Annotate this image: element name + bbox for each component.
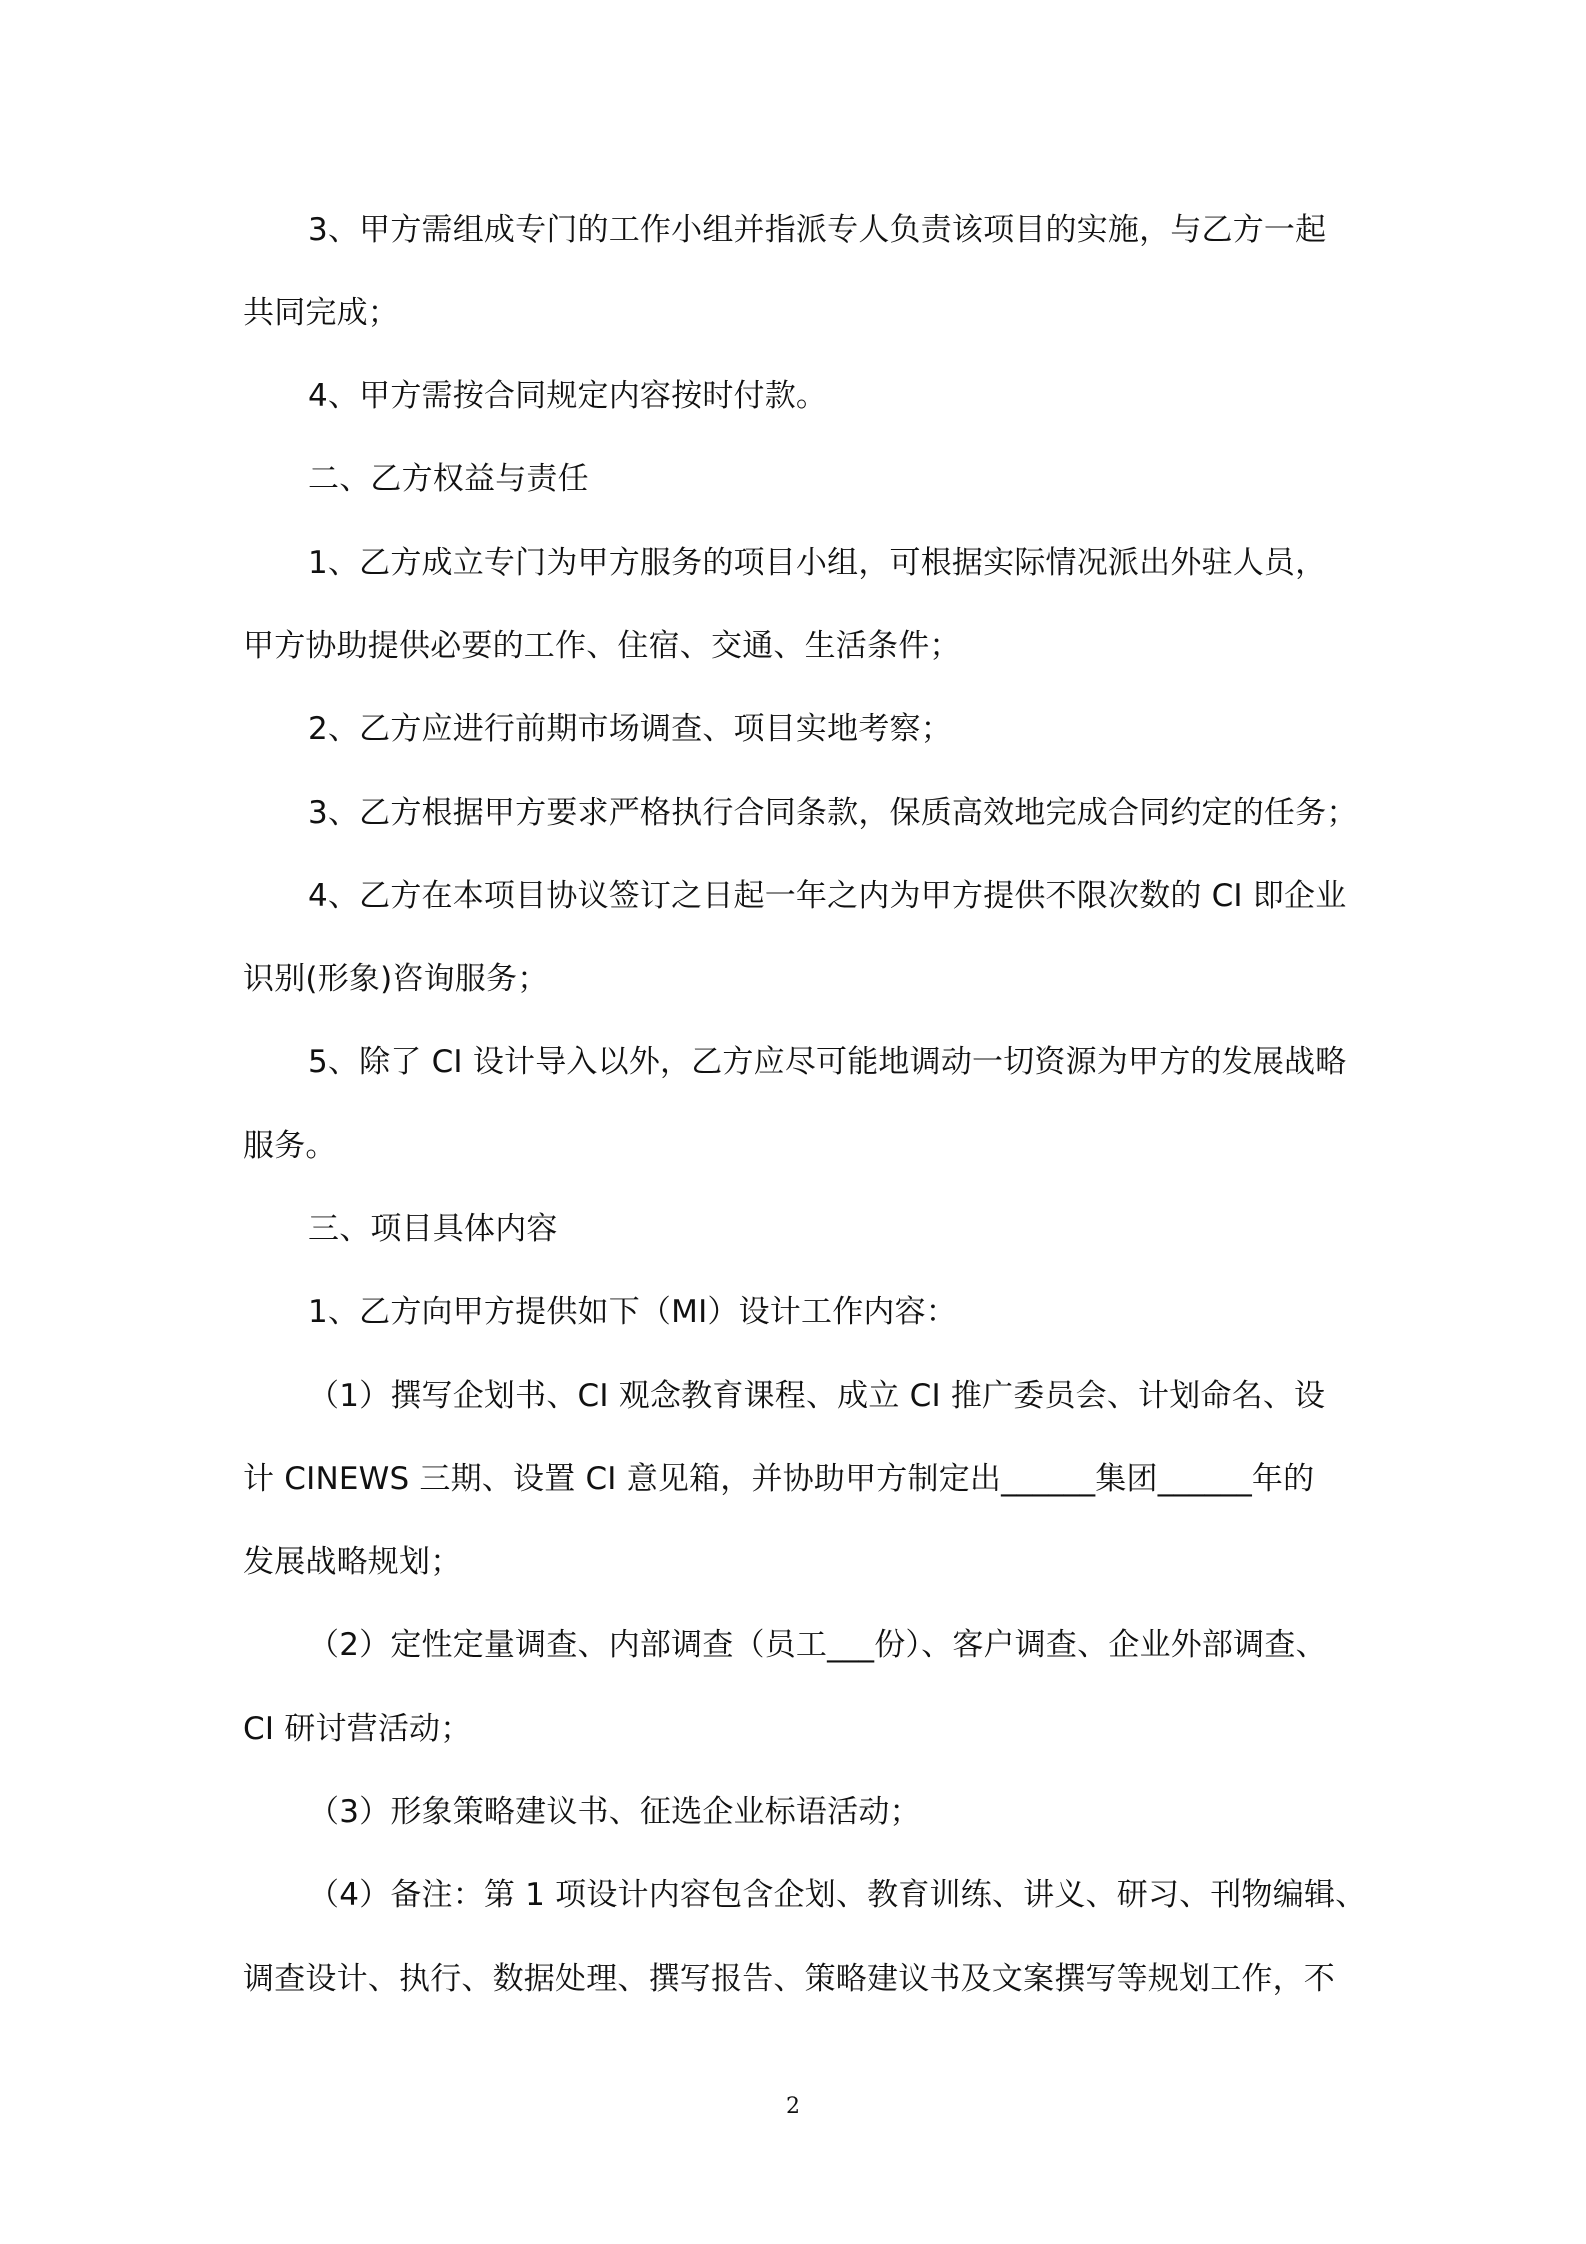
text-line-7: 2、乙方应进行前期市场调查、项目实地考察； [308, 711, 952, 747]
text-line-22: 调查设计、执行、数据处理、撰写报告、策略建议书及文案撰写等规划工作，不 [243, 1961, 1335, 1997]
text-line-15: （1）撰写企划书、CI 观念教育课程、成立 CI 推广委员会、计划命名、设 [308, 1378, 1326, 1414]
text-line-10: 识别(形象)咨询服务； [243, 961, 549, 997]
text-line-8: 3、乙方根据甲方要求严格执行合同条款，保质高效地完成合同约定的任务； [308, 795, 1358, 831]
text-line-17: 发展战略规划； [243, 1544, 462, 1580]
section-heading-2: 二、乙方权益与责任 [308, 461, 589, 497]
text-line-18: （2）定性定量调查、内部调查（员工___份）、客户调查、企业外部调查、 [308, 1627, 1327, 1663]
text-line-5: 1、乙方成立专门为甲方服务的项目小组，可根据实际情况派出外驻人员， [308, 545, 1327, 581]
text-line-3: 4、甲方需按合同规定内容按时付款。 [308, 378, 828, 414]
text-line-12: 服务。 [243, 1128, 337, 1164]
text-line-9: 4、乙方在本项目协议签订之日起一年之内为甲方提供不限次数的 CI 即企业 [308, 878, 1347, 914]
text-line-19: CI 研讨营活动； [243, 1711, 472, 1747]
text-line-20: （3）形象策略建议书、征选企业标语活动； [308, 1794, 921, 1830]
page-number: 2 [786, 2094, 800, 2119]
text-line-1: 3、甲方需组成专门的工作小组并指派专人负责该项目的实施，与乙方一起 [308, 212, 1327, 248]
text-line-2: 共同完成； [243, 295, 399, 331]
section-heading-3: 三、项目具体内容 [308, 1211, 558, 1247]
text-line-11: 5、除了 CI 设计导入以外，乙方应尽可能地调动一切资源为甲方的发展战略 [308, 1044, 1347, 1080]
text-line-21: （4）备注：第 1 项设计内容包含企划、教育训练、讲义、研习、刊物编辑、 [308, 1877, 1367, 1913]
text-line-16: 计 CINEWS 三期、设置 CI 意见箱，并协助甲方制定出______集团______年的 [243, 1461, 1315, 1497]
text-line-14: 1、乙方向甲方提供如下（MI）设计工作内容： [308, 1294, 958, 1330]
text-line-6: 甲方协助提供必要的工作、住宿、交通、生活条件； [243, 628, 961, 664]
